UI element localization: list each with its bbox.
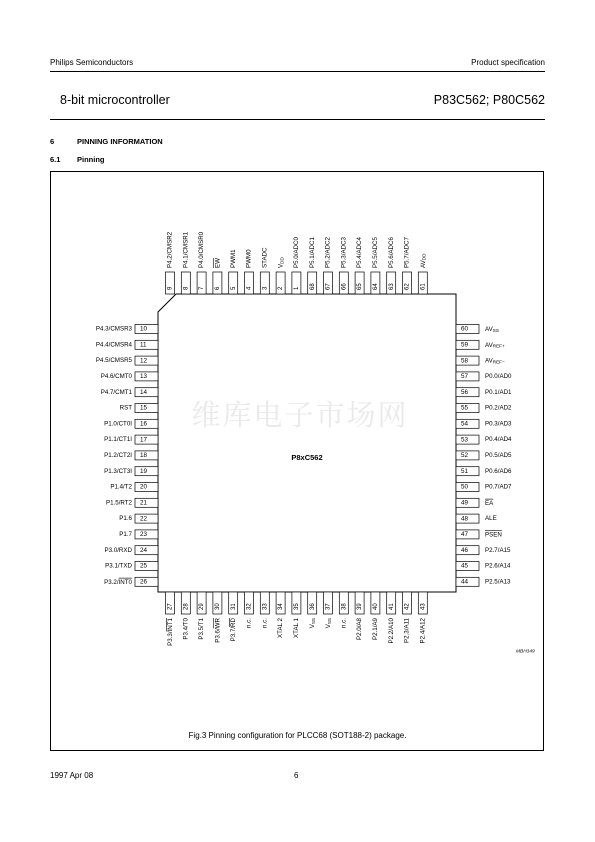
pin-number: 36: [309, 603, 316, 610]
pin-number: 30: [214, 603, 221, 610]
pin-number: 63: [388, 283, 395, 290]
pin-label: P2.2/A10: [387, 618, 395, 644]
pin-number: 48: [461, 515, 469, 523]
pin-number: 14: [140, 388, 148, 396]
pin-label: P2.0/A8: [356, 618, 364, 641]
pin-label: XTAL 2: [277, 618, 285, 638]
pin-number: 2: [278, 286, 285, 290]
pin-label: $AV_{DD}$: [419, 253, 427, 268]
pin-label: P2.7/A15: [485, 546, 511, 554]
pin-label: P5.0/ADC0: [293, 237, 301, 268]
pin-label: n.c.: [340, 618, 348, 628]
company-name: Philips Semiconductors: [50, 58, 134, 67]
pin-label: ALE: [485, 515, 497, 523]
pin-number: 8: [183, 286, 190, 290]
pin-label: P0.6/AD6: [485, 467, 512, 475]
pin-label: n.c.: [261, 618, 269, 628]
pin-number: 31: [230, 603, 237, 610]
pin-label: P3.4/T0: [182, 618, 190, 640]
pin-label: P1.4/T2: [110, 483, 132, 491]
subsection-title: Pinning: [77, 155, 105, 164]
pin-label: P0.5/AD5: [485, 452, 512, 460]
pin-number: 16: [140, 420, 148, 428]
pin-label: $V_{SS}$: [324, 618, 333, 629]
pin-label: P4.7/CMT1: [100, 388, 132, 396]
pin-label: P4.4/CMSR4: [95, 341, 132, 349]
pin-number: 21: [140, 499, 148, 507]
pin-number: 23: [140, 531, 148, 539]
pin-number: 60: [461, 325, 469, 333]
pin-number: 4: [246, 286, 253, 290]
pin-label: RST: [119, 404, 132, 412]
pin-number: 7: [199, 286, 206, 290]
pin-number: 10: [140, 325, 148, 333]
page-number: 6: [294, 771, 299, 780]
pin-number: 59: [461, 341, 469, 349]
chip-label: P8xC562: [291, 452, 323, 462]
figure-caption: Fig.3 Pinning configuration for PLCC68 (SOT188-2) package.: [188, 731, 407, 740]
pin-number: 24: [140, 546, 148, 554]
pin-number: 19: [140, 467, 148, 475]
pin-number: 27: [167, 603, 174, 610]
pin-label: P1.2/CT2I: [104, 452, 132, 460]
pin-number: 35: [293, 603, 300, 610]
pin-number: 29: [199, 603, 206, 610]
pin-label: P5.5/ADC5: [372, 237, 380, 268]
pin-label: P5.7/ADC7: [403, 237, 411, 268]
pin-number: 9: [167, 286, 174, 290]
pin-number: 33: [262, 603, 269, 610]
pin-label: P3.1/TXD: [105, 562, 132, 570]
pin-label: P2.3/A11: [403, 618, 411, 643]
pin-label: PWM0: [245, 249, 253, 268]
pin-number: 44: [461, 578, 469, 586]
pin-label: P2.4/A12: [419, 618, 427, 644]
pin-label: $V_{DD}$: [277, 257, 285, 268]
pin-number: 40: [372, 603, 379, 610]
pin-label: $AV_{REF-}$: [485, 357, 505, 365]
pin-number: 61: [420, 283, 427, 290]
pin-number: 58: [461, 357, 469, 365]
pin-label: P4.1/CMSR1: [182, 231, 190, 268]
pin-label: XTAL 1: [293, 618, 301, 638]
pin-label: P1.5/RT2: [105, 499, 132, 507]
pin-number: 42: [404, 603, 411, 610]
pin-label: P0.7/AD7: [485, 483, 512, 491]
pin-label: P2.6/A14: [485, 562, 511, 570]
pin-label: P3.6/WR: [214, 618, 222, 643]
pin-number: 51: [461, 467, 469, 475]
pin-number: 43: [420, 603, 427, 610]
pin-number: 26: [140, 578, 148, 586]
pin-number: 66: [341, 283, 348, 290]
pin-number: 11: [140, 341, 147, 349]
pin-number: 46: [461, 546, 469, 554]
pin-number: 13: [140, 373, 148, 381]
pin-label: P0.1/AD1: [485, 388, 512, 396]
pin-label: P3.3/INT1: [166, 618, 174, 646]
pin-number: 55: [461, 404, 469, 412]
pin-number: 57: [461, 373, 469, 381]
chip-body: [158, 294, 456, 592]
watermark: 维库电子市场网: [191, 398, 409, 432]
pin-label: P1.3/CT3I: [104, 467, 132, 475]
pin-label: P1.6: [119, 515, 132, 523]
pin-label: P1.7: [119, 531, 132, 539]
pin-number: 54: [461, 420, 469, 428]
pin-number: 38: [341, 603, 348, 610]
pin-label: EW: [214, 258, 222, 268]
pin-label: P0.3/AD3: [485, 420, 512, 428]
pin-label: P2.5/A13: [485, 578, 511, 586]
pin-number: 39: [357, 603, 364, 610]
pin-label: P3.7/RD: [229, 618, 237, 642]
pin-label: P1.1/CT1I: [104, 436, 132, 444]
pin-label: P3.5/T1: [198, 618, 206, 640]
pin-label: P0.0/AD0: [485, 373, 512, 381]
pin-number: 50: [461, 483, 469, 491]
pin-label: STADC: [261, 247, 269, 268]
pin-label: P4.2/CMSR2: [166, 231, 174, 268]
pin-number: 34: [278, 603, 285, 610]
pin-label: P4.5/CMSR5: [95, 357, 132, 365]
pin-number: 6: [214, 286, 221, 290]
pin-number: 25: [140, 562, 148, 570]
pin-label: P5.2/ADC2: [324, 237, 332, 268]
pin-label: P0.2/AD2: [485, 404, 512, 412]
pin-label: P3.0/RXD: [104, 546, 132, 554]
product-description: 8-bit microcontroller: [60, 93, 170, 107]
pin-label: P1.0/CT0I: [104, 420, 132, 428]
pin-label: P5.6/ADC6: [387, 237, 395, 268]
pin-number: 3: [262, 286, 269, 290]
pin-number: 47: [461, 531, 469, 539]
pin-label: PWM1: [229, 249, 237, 268]
pin-number: 28: [183, 603, 190, 610]
pin-number: 45: [461, 562, 469, 570]
pin-label: P5.4/ADC4: [356, 237, 364, 268]
pin-label: n.c.: [245, 618, 253, 628]
pin-label: $AV_{REF+}$: [485, 341, 505, 349]
pin-number: 65: [357, 283, 364, 290]
section-title: PINNING INFORMATION: [77, 137, 163, 146]
pin-label: $AV_{SS}$: [485, 325, 499, 334]
pin-label: $V_{SS}$: [308, 618, 317, 629]
pin-label: P5.3/ADC3: [340, 237, 348, 268]
pin-number: 5: [230, 286, 237, 290]
pin-number: 1: [293, 286, 300, 290]
pin-label: P0.4/AD4: [485, 436, 512, 444]
product-codes: P83C562; P80C562: [433, 93, 545, 107]
pin-number: 53: [461, 436, 469, 444]
pin-number: 18: [140, 452, 148, 460]
figure-ref-code: MBH349: [516, 649, 535, 655]
pin-number: 12: [140, 357, 148, 365]
pin-number: 68: [309, 283, 316, 290]
pin-label: P4.0/CMSR0: [198, 231, 206, 268]
pin-number: 22: [140, 515, 148, 523]
pin-number: 15: [140, 404, 148, 412]
pin-number: 41: [388, 603, 395, 610]
pin-label: P3.2/INT0: [104, 578, 132, 586]
document-type: Product specification: [471, 58, 545, 67]
pin-label: PSEN: [485, 531, 502, 539]
pin-label: EA: [485, 499, 494, 507]
pin-number: 49: [461, 499, 469, 507]
pin-number: 62: [404, 283, 411, 290]
pin-number: 67: [325, 283, 332, 290]
pin-number: 32: [246, 603, 253, 610]
subsection-number: 6.1: [50, 155, 61, 164]
pin-label: P4.6/CMT0: [100, 373, 132, 381]
pin-number: 37: [325, 603, 332, 610]
section-number: 6: [50, 137, 55, 146]
pin-label: P4.3/CMSR3: [95, 325, 132, 333]
footer-date: 1997 Apr 08: [50, 771, 94, 780]
pin-number: 20: [140, 483, 148, 491]
pin-number: 64: [372, 283, 379, 290]
pin-number: 56: [461, 388, 469, 396]
pin-number: 17: [140, 436, 148, 444]
pin-label: P5.1/ADC1: [308, 237, 316, 268]
pin-number: 52: [461, 452, 469, 460]
pin-label: P2.1/A9: [372, 618, 380, 641]
